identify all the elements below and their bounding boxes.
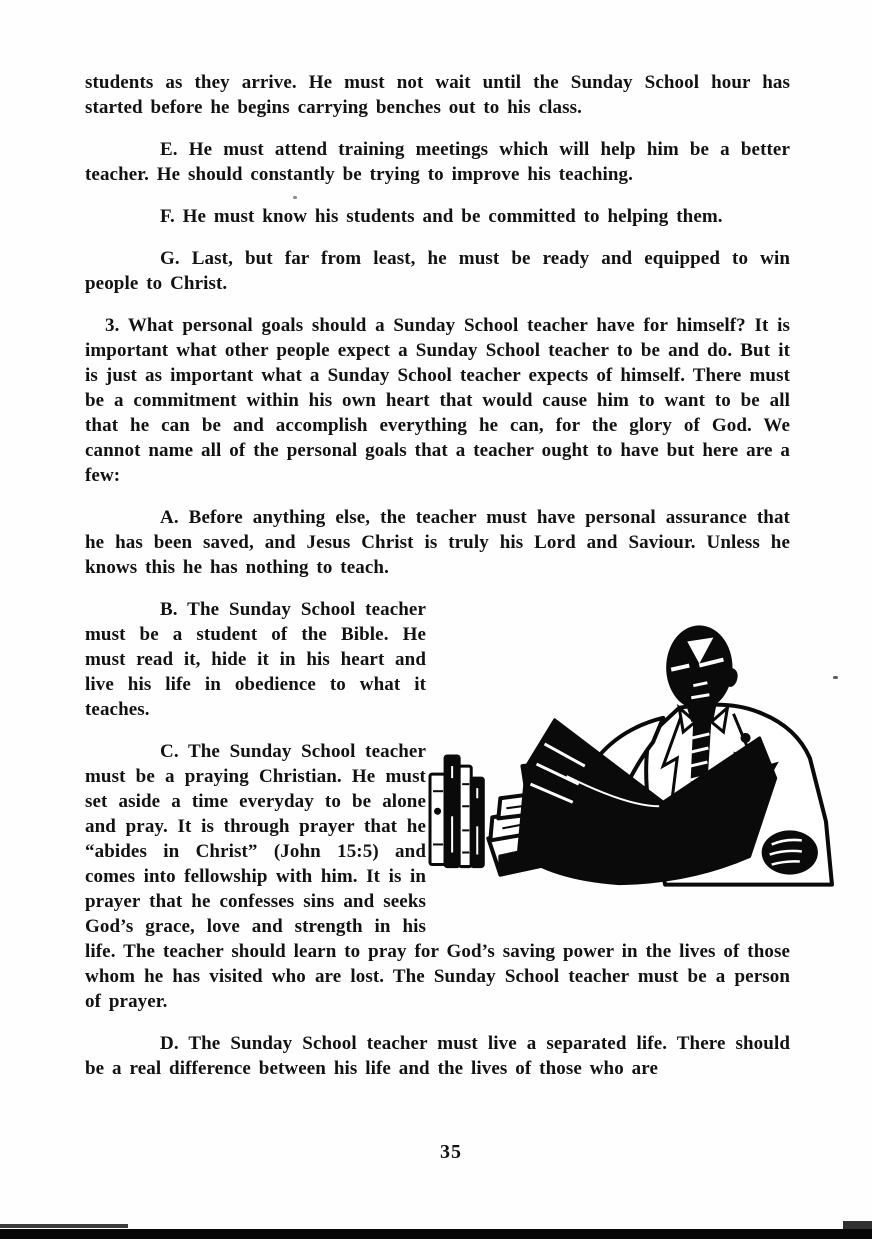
paragraph-item-d: D. The Sunday School teacher must live a separated life. There should be a real difference between his life and the lives of those who are	[85, 1033, 790, 1079]
teacher-reading-bible-art	[426, 615, 838, 887]
paragraph-item-g: G. Last, but far from least, he must be ready and equipped to win people to Christ.	[85, 248, 790, 294]
paragraph-item-c: C. The Sunday School teacher must be a praying Christian. He must set aside a time everyday to be alone and pray. It is through prayer that he “abides in Christ” (John 15:5) and comes into fellowship with him. It is in prayer that he confesses sins and seeks God’s grace, love and strength in his life. The teacher should learn to pray for God’s saving power in the lives of those whom he has visited who are lost. The Sunday School teacher must be a person of prayer.	[85, 741, 790, 1012]
hand-icon	[762, 830, 818, 874]
scan-noise	[843, 1221, 872, 1229]
scan-speck	[293, 196, 297, 199]
page-number: 35	[440, 1141, 462, 1163]
paragraph-question-3: 3. What personal goals should a Sunday School teacher have for himself? It is important what other people expect a Sunday School teacher to be and do. But it is just as important what a Sunday School teacher expects of himself. There must be a commitment within his own heart that would cause him to want to be all that he can be and accomplish everything he can, for the glory of God. We cannot name all of the personal goals that a teacher ought to have but here are a few:	[85, 315, 790, 486]
paragraph-continuation: students as they arrive. He must not wait until the Sunday School hour has started before he begins carrying benches out to his class.	[85, 72, 790, 118]
scan-edge-bottom	[0, 1229, 872, 1239]
scan-noise	[0, 1224, 128, 1228]
paragraph-item-b: B. The Sunday School teacher must be a student of the Bible. He must read it, hide it in his heart and live his life in obedience to what it teaches.	[85, 599, 426, 720]
page-text-column	[85, 70, 790, 1098]
teacher-reading-bible-illustration	[428, 597, 828, 929]
paragraph-item-e: E. He must attend training meetings which will help him be a better teacher. He should constantly be trying to improve his teaching.	[85, 139, 790, 185]
paragraph-item-a: A. Before anything else, the teacher must have personal assurance that he has been saved, and Jesus Christ is truly his Lord and Saviour. Unless he knows this he has nothing to teach.	[85, 507, 790, 578]
paragraph-item-f: F. He must know his students and be committed to helping them.	[160, 206, 723, 227]
lapel-pin	[741, 733, 751, 743]
scan-speck	[833, 676, 838, 679]
